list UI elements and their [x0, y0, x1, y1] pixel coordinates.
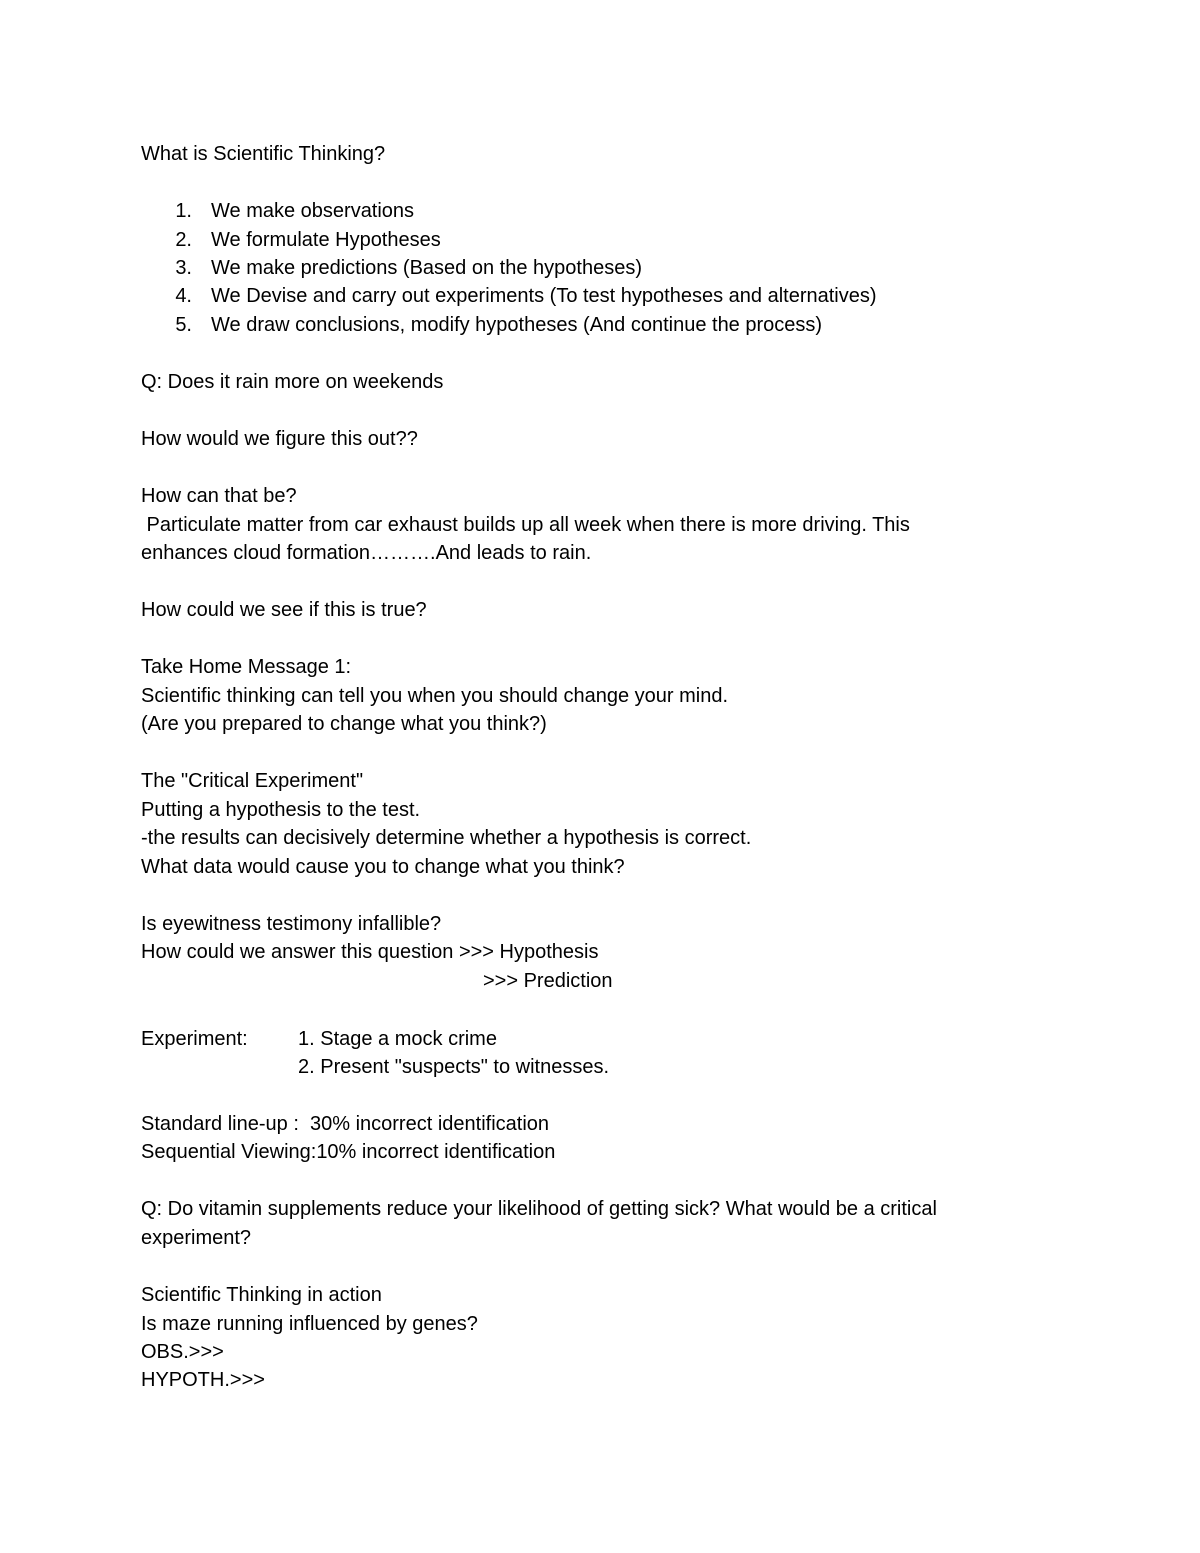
list-item-number: 1. — [175, 200, 192, 222]
eyewitness-question: Is eyewitness testimony infallible? — [141, 913, 442, 935]
critical-line-1: Putting a hypothesis to the test. — [141, 799, 421, 821]
critical-heading: The "Critical Experiment" — [141, 770, 364, 792]
list-item-number: 3. — [175, 257, 192, 279]
eyewitness-prediction: >>> Prediction — [483, 970, 613, 992]
maze-heading: Scientific Thinking in action — [141, 1284, 382, 1306]
critical-line-3: What data would cause you to change what you think? — [141, 856, 625, 878]
rain-explanation-line-1: Particulate matter from car exhaust builds up all week when there is more driving. This — [141, 514, 910, 536]
list-item-number: 4. — [175, 285, 192, 307]
list-item-number: 5. — [175, 314, 192, 336]
vitamin-question-line-1: Q: Do vitamin supplements reduce your likelihood of getting sick? What would be a critical — [141, 1198, 937, 1220]
rain-how-can: How can that be? — [141, 485, 297, 507]
list-item: We make predictions (Based on the hypotheses) — [211, 257, 642, 279]
maze-obs: OBS.>>> — [141, 1341, 224, 1363]
critical-line-2: -the results can decisively determine whether a hypothesis is correct. — [141, 827, 752, 849]
take-home-line-1: Scientific thinking can tell you when you should change your mind. — [141, 685, 729, 707]
result-sequential-viewing: Sequential Viewing:10% incorrect identification — [141, 1141, 556, 1163]
list-item-number: 2. — [175, 229, 192, 251]
page-title: What is Scientific Thinking? — [141, 143, 386, 165]
rain-see-true: How could we see if this is true? — [141, 599, 427, 621]
rain-explanation-line-2: enhances cloud formation……….And leads to rain. — [141, 542, 592, 564]
rain-question: Q: Does it rain more on weekends — [141, 371, 444, 393]
result-standard-lineup: Standard line-up : 30% incorrect identification — [141, 1113, 550, 1135]
list-item: We draw conclusions, modify hypotheses (And continue the process) — [211, 314, 823, 336]
vitamin-question-line-2: experiment? — [141, 1227, 252, 1249]
take-home-line-2: (Are you prepared to change what you think?) — [141, 713, 547, 735]
experiment-label: Experiment: — [141, 1028, 248, 1050]
list-item: We make observations — [211, 200, 415, 222]
maze-hypoth: HYPOTH.>>> — [141, 1369, 265, 1391]
take-home-heading: Take Home Message 1: — [141, 656, 352, 678]
rain-figure-out: How would we figure this out?? — [141, 428, 418, 450]
maze-question: Is maze running influenced by genes? — [141, 1313, 478, 1335]
experiment-step-1: 1. Stage a mock crime — [298, 1028, 497, 1050]
eyewitness-answer-line: How could we answer this question >>> Hypothesis — [141, 941, 599, 963]
list-item: We Devise and carry out experiments (To test hypotheses and alternatives) — [211, 285, 877, 307]
experiment-step-2: 2. Present "suspects" to witnesses. — [298, 1056, 610, 1078]
list-item: We formulate Hypotheses — [211, 229, 441, 251]
